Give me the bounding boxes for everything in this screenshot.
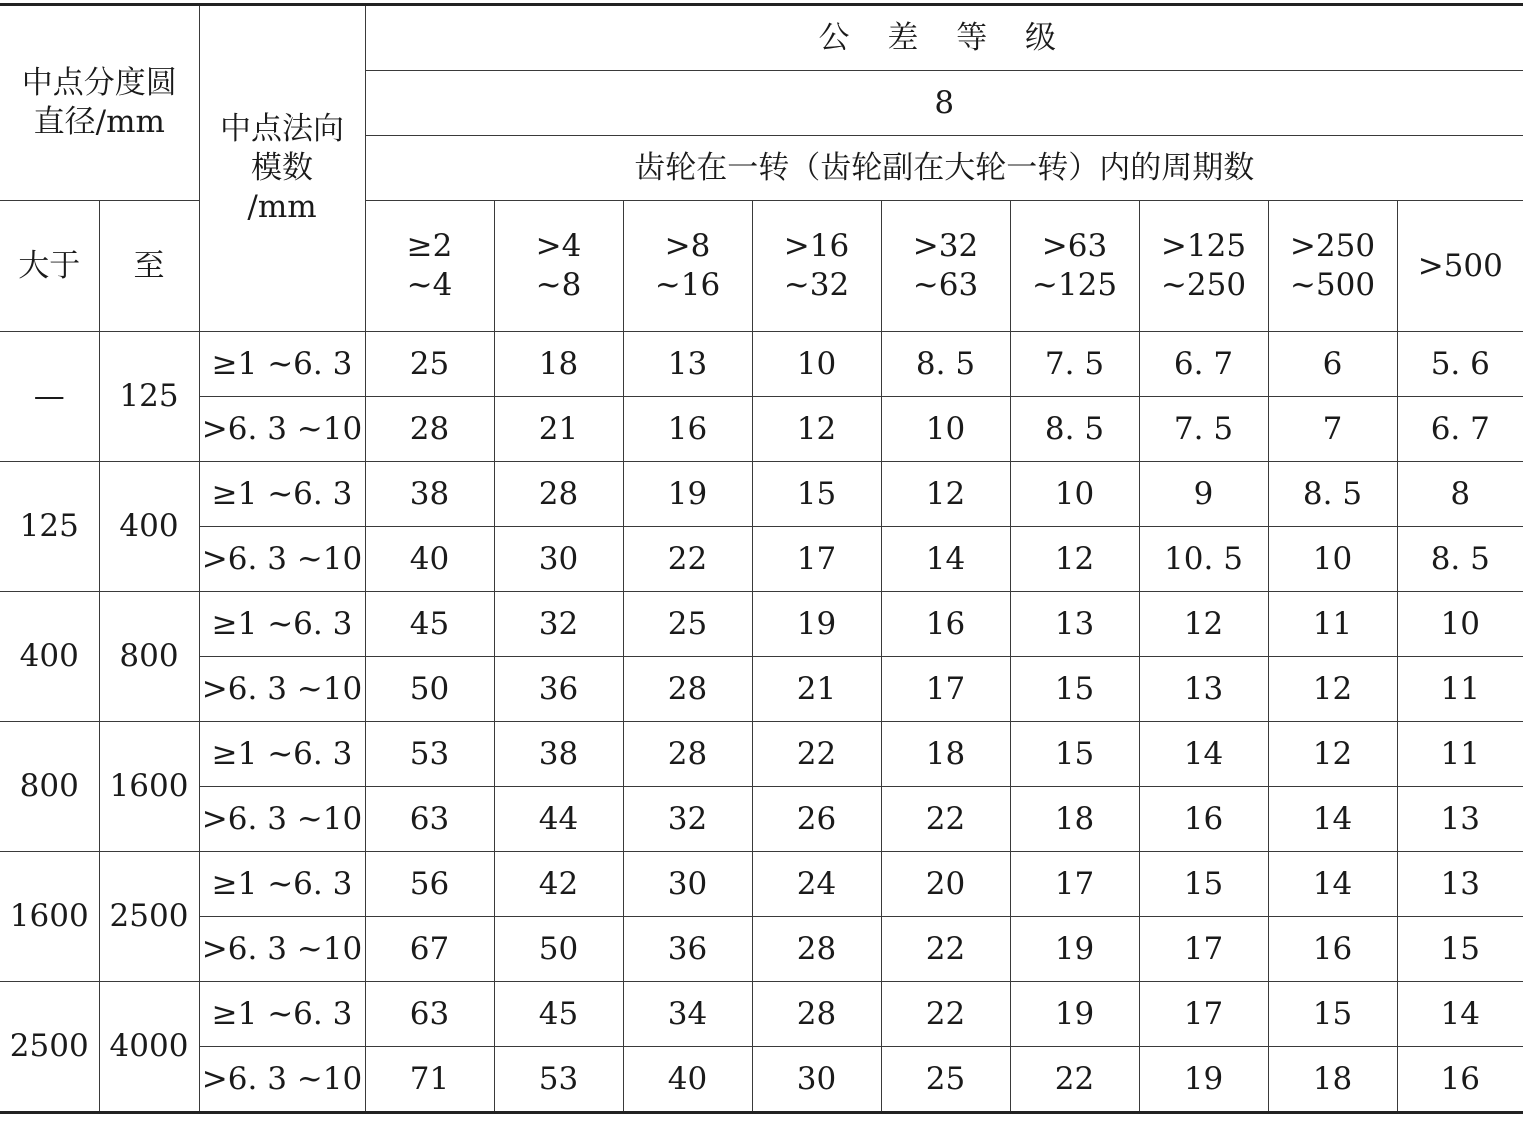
value-cell: 11 <box>1268 592 1397 657</box>
diameter-over-cell: 1600 <box>0 852 99 982</box>
value-cell: 22 <box>752 722 881 787</box>
module-range-cell: >6. 3 ~10 <box>199 657 365 722</box>
diameter-to-cell: 1600 <box>99 722 199 852</box>
header-module <box>199 5 365 332</box>
cycle-range-header <box>365 201 494 332</box>
value-cell: 28 <box>752 917 881 982</box>
value-cell: 21 <box>752 657 881 722</box>
cycle-range-to: ~63 <box>912 267 979 303</box>
value-cell: 13 <box>1397 852 1523 917</box>
value-cell: 15 <box>1010 657 1139 722</box>
value-cell: 28 <box>623 657 752 722</box>
table-row <box>0 852 1523 917</box>
value-cell: 8 <box>1397 462 1523 527</box>
table-row <box>0 332 1523 397</box>
value-cell: 56 <box>365 852 494 917</box>
table-row <box>0 657 1523 722</box>
diameter-over-cell: 800 <box>0 722 99 852</box>
module-range-cell: ≥1 ~6. 3 <box>199 332 365 397</box>
value-cell: 20 <box>881 852 1010 917</box>
value-cell: 13 <box>1397 787 1523 852</box>
module-range-cell: >6. 3 ~10 <box>199 917 365 982</box>
value-cell: 16 <box>623 397 752 462</box>
diameter-to-cell: 400 <box>99 462 199 592</box>
value-cell: 7. 5 <box>1139 397 1268 462</box>
value-cell: 12 <box>752 397 881 462</box>
value-cell: 15 <box>752 462 881 527</box>
diameter-to-cell: 125 <box>99 332 199 462</box>
table-row <box>0 397 1523 462</box>
module-range-cell: ≥1 ~6. 3 <box>199 722 365 787</box>
cycle-range-from: >16 <box>783 228 850 265</box>
value-cell: 18 <box>881 722 1010 787</box>
value-cell: 7. 5 <box>1010 332 1139 397</box>
header-cycles-title: 齿轮在一转（齿轮副在大轮一转）内的周期数 <box>365 136 1523 201</box>
value-cell: 18 <box>1268 1047 1397 1113</box>
value-cell: 10. 5 <box>1139 527 1268 592</box>
value-cell: 8. 5 <box>881 332 1010 397</box>
value-cell: 14 <box>1268 787 1397 852</box>
value-cell: 19 <box>1139 1047 1268 1113</box>
table-row <box>0 722 1523 787</box>
table-row <box>0 462 1523 527</box>
value-cell: 30 <box>623 852 752 917</box>
value-cell: 9 <box>1139 462 1268 527</box>
cycle-range-header <box>1010 201 1139 332</box>
value-cell: 12 <box>881 462 1010 527</box>
value-cell: 19 <box>752 592 881 657</box>
header-diameter-line2: 直径/mm <box>33 104 165 140</box>
diameter-to-cell: 2500 <box>99 852 199 982</box>
module-range-cell: ≥1 ~6. 3 <box>199 982 365 1047</box>
value-cell: 63 <box>365 982 494 1047</box>
value-cell: 16 <box>1139 787 1268 852</box>
value-cell: 8. 5 <box>1010 397 1139 462</box>
value-cell: 22 <box>1010 1047 1139 1113</box>
value-cell: 10 <box>881 397 1010 462</box>
cycle-range-from: >8 <box>664 228 711 265</box>
table-row <box>0 917 1523 982</box>
cycle-range-from: >125 <box>1160 228 1247 265</box>
header-to: 至 <box>99 201 199 332</box>
cycle-range-header <box>1397 201 1523 332</box>
value-cell: 6. 7 <box>1139 332 1268 397</box>
value-cell: 40 <box>365 527 494 592</box>
diameter-over-cell: — <box>0 332 99 462</box>
cycle-range-header <box>623 201 752 332</box>
value-cell: 28 <box>752 982 881 1047</box>
value-cell: 17 <box>1010 852 1139 917</box>
value-cell: 14 <box>881 527 1010 592</box>
cycle-range-header <box>1268 201 1397 332</box>
value-cell: 71 <box>365 1047 494 1113</box>
value-cell: 36 <box>623 917 752 982</box>
table-row <box>0 592 1523 657</box>
value-cell: 40 <box>623 1047 752 1113</box>
cycle-range-to: ~250 <box>1160 267 1247 303</box>
module-range-cell: >6. 3 ~10 <box>199 1047 365 1113</box>
diameter-to-cell: 800 <box>99 592 199 722</box>
value-cell: 18 <box>1010 787 1139 852</box>
cycle-range-header <box>881 201 1010 332</box>
value-cell: 34 <box>623 982 752 1047</box>
cycle-range-from: >32 <box>912 228 979 265</box>
value-cell: 12 <box>1010 527 1139 592</box>
header-module-line3: /mm <box>247 188 317 225</box>
value-cell: 22 <box>881 917 1010 982</box>
cycle-range-from: >500 <box>1417 247 1503 284</box>
value-cell: 19 <box>1010 982 1139 1047</box>
value-cell: 63 <box>365 787 494 852</box>
module-range-cell: ≥1 ~6. 3 <box>199 852 365 917</box>
value-cell: 16 <box>1397 1047 1523 1113</box>
value-cell: 22 <box>623 527 752 592</box>
value-cell: 45 <box>365 592 494 657</box>
value-cell: 42 <box>494 852 623 917</box>
header-grade-value: 8 <box>365 71 1523 136</box>
value-cell: 25 <box>623 592 752 657</box>
value-cell: 17 <box>1139 982 1268 1047</box>
value-cell: 28 <box>623 722 752 787</box>
cycle-range-from: >4 <box>535 228 582 265</box>
value-cell: 38 <box>494 722 623 787</box>
value-cell: 13 <box>623 332 752 397</box>
module-range-cell: ≥1 ~6. 3 <box>199 592 365 657</box>
diameter-over-cell: 125 <box>0 462 99 592</box>
value-cell: 50 <box>494 917 623 982</box>
header-diameter <box>0 5 199 201</box>
value-cell: 38 <box>365 462 494 527</box>
value-cell: 22 <box>881 982 1010 1047</box>
cycle-range-from: ≥2 <box>406 228 453 265</box>
header-module-line2: 模数 <box>251 150 313 187</box>
value-cell: 14 <box>1397 982 1523 1047</box>
value-cell: 17 <box>752 527 881 592</box>
value-cell: 7 <box>1268 397 1397 462</box>
value-cell: 16 <box>1268 917 1397 982</box>
value-cell: 8. 5 <box>1268 462 1397 527</box>
header-grade-title: 公 差 等 级 <box>365 5 1523 71</box>
value-cell: 44 <box>494 787 623 852</box>
value-cell: 13 <box>1139 657 1268 722</box>
value-cell: 10 <box>1010 462 1139 527</box>
value-cell: 10 <box>752 332 881 397</box>
value-cell: 18 <box>494 332 623 397</box>
module-range-cell: >6. 3 ~10 <box>199 397 365 462</box>
table-row <box>0 1047 1523 1113</box>
value-cell: 5. 6 <box>1397 332 1523 397</box>
value-cell: 21 <box>494 397 623 462</box>
value-cell: 50 <box>365 657 494 722</box>
value-cell: 12 <box>1139 592 1268 657</box>
module-range-cell: ≥1 ~6. 3 <box>199 462 365 527</box>
value-cell: 28 <box>494 462 623 527</box>
value-cell: 16 <box>881 592 1010 657</box>
value-cell: 15 <box>1397 917 1523 982</box>
header-diameter-line1: 中点分度圆 <box>21 65 177 102</box>
value-cell: 10 <box>1397 592 1523 657</box>
value-cell: 19 <box>623 462 752 527</box>
value-cell: 15 <box>1268 982 1397 1047</box>
value-cell: 53 <box>365 722 494 787</box>
cycle-range-to: ~500 <box>1289 267 1376 303</box>
cycle-range-from: >63 <box>1041 228 1108 265</box>
value-cell: 53 <box>494 1047 623 1113</box>
value-cell: 22 <box>881 787 1010 852</box>
cycle-range-from: >250 <box>1289 228 1376 265</box>
value-cell: 45 <box>494 982 623 1047</box>
value-cell: 25 <box>365 332 494 397</box>
value-cell: 6 <box>1268 332 1397 397</box>
tolerance-table <box>0 3 1523 1114</box>
value-cell: 10 <box>1268 527 1397 592</box>
value-cell: 11 <box>1397 722 1523 787</box>
value-cell: 14 <box>1139 722 1268 787</box>
cycle-range-to: ~32 <box>783 267 850 303</box>
value-cell: 15 <box>1010 722 1139 787</box>
cycle-range-to: ~125 <box>1031 267 1118 303</box>
table-row <box>0 787 1523 852</box>
value-cell: 32 <box>494 592 623 657</box>
value-cell: 8. 5 <box>1397 527 1523 592</box>
cycle-range-header <box>494 201 623 332</box>
value-cell: 14 <box>1268 852 1397 917</box>
value-cell: 12 <box>1268 657 1397 722</box>
value-cell: 25 <box>881 1047 1010 1113</box>
diameter-over-cell: 2500 <box>0 982 99 1113</box>
value-cell: 17 <box>1139 917 1268 982</box>
diameter-to-cell: 4000 <box>99 982 199 1113</box>
cycle-range-header <box>752 201 881 332</box>
diameter-over-cell: 400 <box>0 592 99 722</box>
value-cell: 11 <box>1397 657 1523 722</box>
cycle-range-to: ~4 <box>406 267 453 303</box>
cycle-range-header <box>1139 201 1268 332</box>
value-cell: 67 <box>365 917 494 982</box>
value-cell: 28 <box>365 397 494 462</box>
cycle-range-to: ~8 <box>535 267 582 303</box>
value-cell: 15 <box>1139 852 1268 917</box>
value-cell: 32 <box>623 787 752 852</box>
table-row <box>0 982 1523 1047</box>
value-cell: 24 <box>752 852 881 917</box>
table-row <box>0 527 1523 592</box>
value-cell: 19 <box>1010 917 1139 982</box>
value-cell: 30 <box>752 1047 881 1113</box>
value-cell: 30 <box>494 527 623 592</box>
module-range-cell: >6. 3 ~10 <box>199 787 365 852</box>
value-cell: 6. 7 <box>1397 397 1523 462</box>
value-cell: 26 <box>752 787 881 852</box>
header-module-line1: 中点法向 <box>220 111 344 148</box>
module-range-cell: >6. 3 ~10 <box>199 527 365 592</box>
value-cell: 17 <box>881 657 1010 722</box>
value-cell: 12 <box>1268 722 1397 787</box>
cycle-range-to: ~16 <box>654 267 721 303</box>
value-cell: 36 <box>494 657 623 722</box>
header-over: 大于 <box>0 201 99 332</box>
value-cell: 13 <box>1010 592 1139 657</box>
